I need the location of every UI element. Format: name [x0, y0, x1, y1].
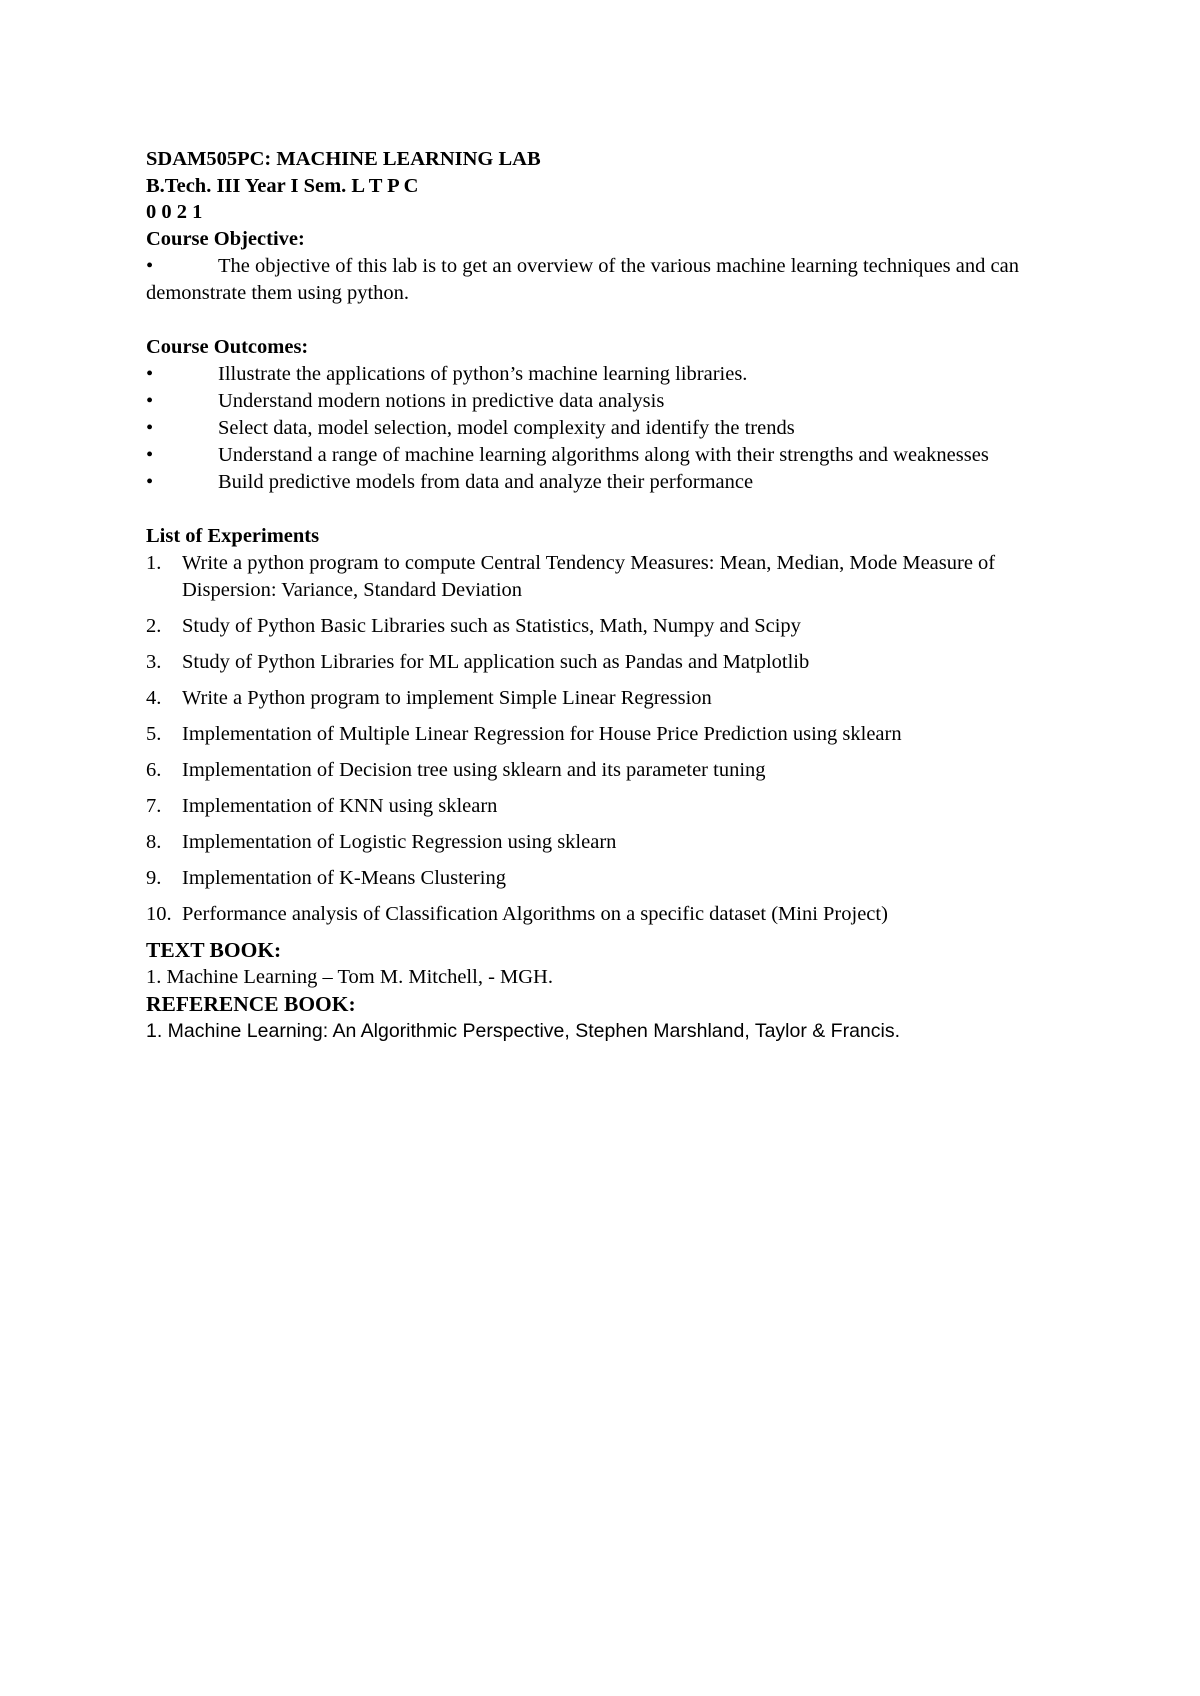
document-page	[146, 146, 1066, 1045]
bullet-icon: •	[146, 470, 154, 493]
objective-item	[146, 253, 1066, 307]
experiment-text: Study of Python Libraries for ML application such as Pandas and Matplotlib	[182, 650, 810, 673]
outcome-item-text: Build predictive models from data and analyze their performance	[218, 470, 754, 493]
experiment-text: Write a Python program to implement Simple Linear Regression	[182, 686, 712, 709]
experiment-number: 6.	[146, 758, 162, 781]
outcome-item-text: Understand modern notions in predictive data analysis	[218, 389, 665, 412]
outcome-item	[146, 442, 1066, 469]
course-objective-section	[146, 226, 1066, 307]
experiment-item	[146, 829, 1066, 856]
experiment-number: 1.	[146, 551, 162, 574]
experiment-number: 4.	[146, 686, 162, 709]
experiments-section	[146, 523, 1066, 928]
outcome-item-text: Illustrate the applications of python’s machine learning libraries.	[218, 362, 748, 385]
course-outcomes-section	[146, 334, 1066, 496]
outcome-item	[146, 388, 1066, 415]
spacer	[146, 496, 1066, 523]
course-title: SDAM505PC: MACHINE LEARNING LAB	[146, 148, 541, 170]
experiment-item	[146, 685, 1066, 712]
text-book-entry: 1. Machine Learning – Tom M. Mitchell, - MGH.	[146, 965, 553, 988]
experiment-item	[146, 649, 1066, 676]
experiment-number: 10.	[146, 902, 172, 925]
bullet-icon: •	[146, 362, 154, 385]
outcome-item-text: Select data, model selection, model complexity and identify the trends	[218, 416, 795, 439]
bullet-icon: •	[146, 389, 154, 412]
experiment-text: Implementation of K-Means Clustering	[182, 866, 506, 889]
experiment-item	[146, 721, 1066, 748]
experiment-number: 3.	[146, 650, 162, 673]
experiment-text: Implementation of Decision tree using sklearn and its parameter tuning	[182, 758, 766, 781]
experiments-heading: List of Experiments	[146, 524, 320, 547]
bullet-icon: •	[146, 443, 154, 466]
experiment-number: 8.	[146, 830, 162, 853]
bullet-icon: •	[146, 254, 154, 277]
experiment-number: 9.	[146, 866, 162, 889]
experiment-number: 7.	[146, 794, 162, 817]
bullet-icon: •	[146, 416, 154, 439]
text-book-section	[146, 937, 1066, 991]
objective-item-text: The objective of this lab is to get an overview of the various machine learning techniques and can demonstrate them using python.	[146, 254, 1019, 304]
experiment-item	[146, 793, 1066, 820]
experiment-item	[146, 550, 1066, 604]
outcome-item-text: Understand a range of machine learning algorithms along with their strengths and weaknesses	[218, 443, 989, 466]
year-semester-line: B.Tech. III Year I Sem. L T P C	[146, 174, 419, 197]
experiment-text: Implementation of KNN using sklearn	[182, 794, 498, 817]
experiment-number: 2.	[146, 614, 162, 637]
ltpc-values: 0 0 2 1	[146, 201, 203, 223]
outcome-item	[146, 361, 1066, 388]
course-header	[146, 146, 1066, 226]
experiments-list	[146, 550, 1066, 928]
experiment-item	[146, 865, 1066, 892]
experiment-number: 5.	[146, 722, 162, 745]
outcome-item	[146, 415, 1066, 442]
reference-book-heading: REFERENCE BOOK:	[146, 991, 356, 1016]
reference-book-entry: 1. Machine Learning: An Algorithmic Perspective, Stephen Marshland, Taylor & Francis.	[146, 1019, 901, 1042]
experiment-text: Performance analysis of Classification Algorithms on a specific dataset (Mini Project)	[182, 902, 888, 925]
experiment-text: Implementation of Multiple Linear Regression for House Price Prediction using sklearn	[182, 722, 902, 745]
experiment-text: Write a python program to compute Central Tendency Measures: Mean, Median, Mode Measure of Dispersion: Variance, Standard Deviation	[182, 551, 996, 601]
experiment-text: Implementation of Logistic Regression using sklearn	[182, 830, 617, 853]
experiment-text: Study of Python Basic Libraries such as Statistics, Math, Numpy and Scipy	[182, 614, 801, 637]
text-book-heading: TEXT BOOK:	[146, 937, 282, 962]
experiment-item	[146, 613, 1066, 640]
experiment-item	[146, 901, 1066, 928]
outcome-item	[146, 469, 1066, 496]
course-outcomes-heading: Course Outcomes:	[146, 335, 309, 358]
reference-book-section	[146, 991, 1066, 1045]
course-objective-heading: Course Objective:	[146, 227, 305, 250]
spacer	[146, 307, 1066, 334]
experiment-item	[146, 757, 1066, 784]
